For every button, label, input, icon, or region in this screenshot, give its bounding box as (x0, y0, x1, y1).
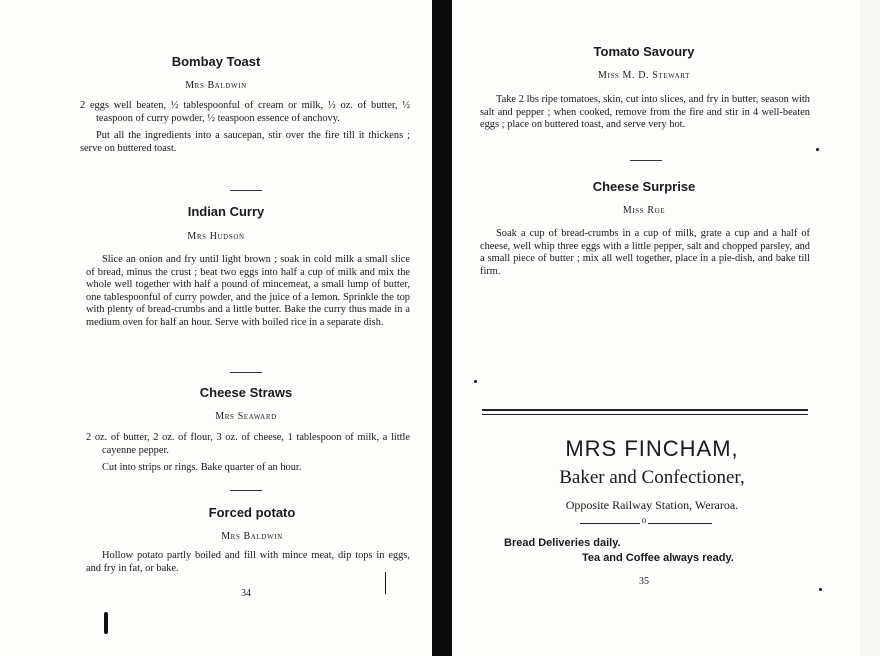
recipe-paragraph: Put all the ingredients into a saucepan, stir over the fire till it thickens ; serve on buttered toast. (80, 130, 410, 154)
recipe-author: Mrs Baldwin (221, 531, 283, 542)
recipe-paragraph: Soak a cup of bread-crumbs in a cup of milk, grate a cup and a half of cheese, well whip three eggs with a little pepper, salt and chopped parsley, and a small piece of butter ; mix all well together, place in a pie-dish, and bake till firm. (480, 228, 810, 277)
recipe-author: Miss M. D. Stewart (598, 70, 690, 81)
recipe-author: Miss Roe (622, 205, 666, 216)
recipe-body (480, 228, 810, 283)
recipe-paragraph: Cut into strips or rings. Bake quarter of an hour. (102, 462, 302, 474)
recipe-title: Cheese Surprise (592, 179, 696, 194)
recipe-title: Forced potato (208, 505, 296, 520)
section-separator (630, 160, 662, 161)
recipe-body (80, 100, 410, 160)
recipe-title: Bombay Toast (171, 54, 261, 69)
recipe-paragraph: Hollow potato partly boiled and fill with mince meat, dip tops in eggs, and fry in fat, or bake. (86, 550, 410, 574)
advert-deliveries: Bread Deliveries daily. (504, 537, 621, 549)
advert-top-rule (482, 409, 808, 411)
advert-top-rule (482, 414, 808, 415)
recipe-body (480, 94, 810, 137)
section-separator (230, 190, 262, 191)
recipe-author: Mrs Hudson (187, 231, 245, 242)
margin-mark (385, 572, 386, 594)
section-separator (230, 490, 262, 491)
advert-divider-right (648, 523, 712, 524)
recipe-body (86, 550, 410, 580)
advert-trade: Baker and Confectioner, (559, 467, 745, 488)
recipe-paragraph: Take 2 lbs ripe tomatoes, skin, cut into slices, and fry in butter, season with salt and pepper ; when cooked, remove from the fire and stir in 4 well-beaten eggs ; place on buttered toast, and serve very hot. (480, 94, 810, 131)
advert-divider-left (580, 523, 640, 524)
recipe-paragraph: Slice an onion and fry until light brown ; soak in cold milk a small slice of bread, minus the crust ; beat two eggs into half a cup of milk and mix the whole well together with half a pound of mincemeat, a small lump of butter, one tablespoonful of curry powder, and the juice of a lemon. Sprinkle the top with plenty of bread-crumbs and a little butter. Bake the curry thus made in a medium oven for half an hour. Serve with boiled rice in a separate dish. (86, 254, 410, 328)
advert-business-name: MRS FINCHAM, (565, 436, 739, 461)
recipe-author: Mrs Seaward (215, 411, 277, 422)
recipe-paragraph: 2 oz. of butter, 2 oz. of flour, 3 oz. of cheese, 1 tablespoon of milk, a little cayenne pepper. (86, 432, 410, 456)
margin-mark (474, 380, 477, 383)
right-page (452, 0, 860, 656)
right-page-edge (860, 0, 880, 656)
advert-divider-glyph: o (641, 515, 647, 525)
left-page (0, 0, 432, 656)
recipe-author: Mrs Baldwin (185, 80, 247, 91)
book-gutter (432, 0, 452, 656)
page-number: 34 (241, 588, 251, 599)
margin-mark (819, 588, 822, 591)
recipe-body (86, 432, 410, 480)
recipe-title: Indian Curry (187, 204, 265, 219)
recipe-body (86, 254, 410, 335)
recipe-title: Tomato Savoury (593, 44, 695, 59)
advert-location: Opposite Railway Station, Weraroa. (565, 498, 739, 512)
margin-mark (816, 148, 819, 151)
section-separator (230, 372, 262, 373)
margin-mark (104, 612, 108, 634)
page-number: 35 (639, 576, 649, 587)
recipe-paragraph: 2 eggs well beaten, ½ tablespoonful of cream or milk, ½ oz. of butter, ½ teaspoon of curry powder, ½ teaspoon essence of anchovy. (80, 100, 410, 124)
advert-refreshments: Tea and Coffee always ready. (582, 552, 734, 564)
recipe-title: Cheese Straws (199, 385, 293, 400)
